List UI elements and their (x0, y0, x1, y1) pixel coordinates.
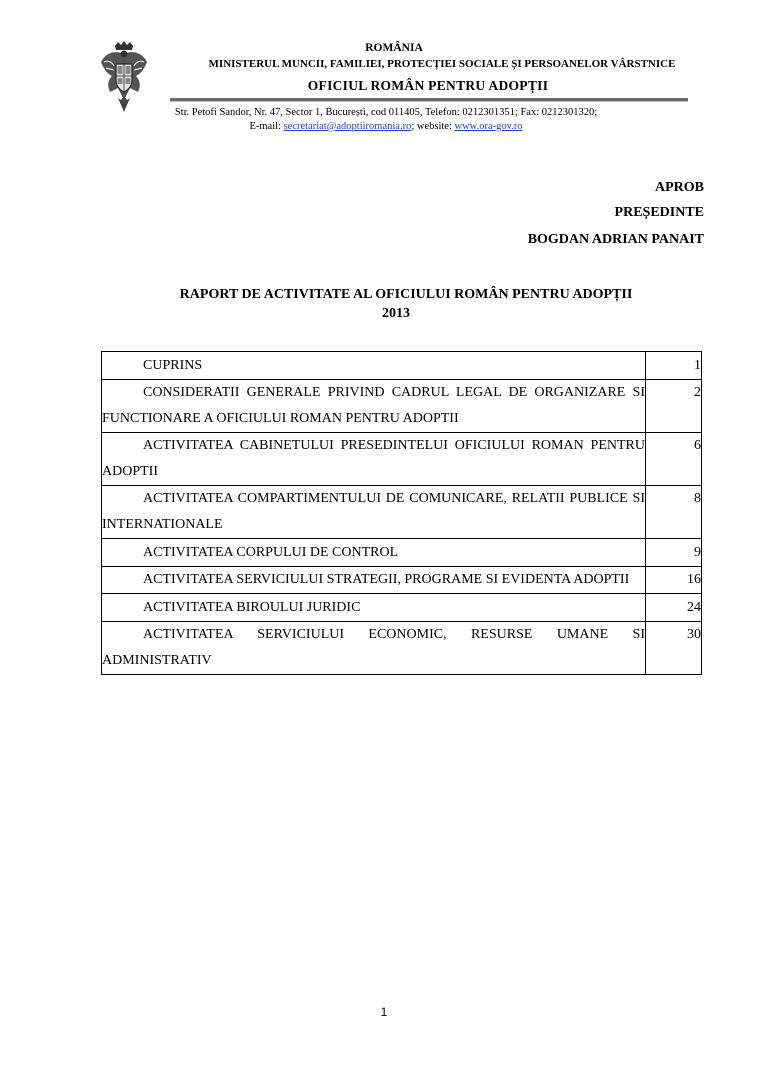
toc-row (102, 433, 702, 486)
approval-role: PREȘEDINTE (614, 205, 704, 220)
toc-entry-title: ACTIVITATEA CABINETULUI PRESEDINTELUI OFICIULUI ROMAN PENTRU ADOPTII (102, 438, 645, 479)
table-of-contents (101, 351, 702, 675)
toc-entry-page: 2 (646, 380, 702, 433)
toc-entry-title: CUPRINS (143, 358, 203, 373)
toc-row (102, 352, 702, 380)
toc-row (102, 594, 702, 622)
toc-row (102, 380, 702, 433)
toc-entry-title: ACTIVITATEA BIROULUI JURIDIC (143, 600, 361, 615)
header-divider (170, 98, 688, 102)
toc-entry-page: 6 (646, 433, 702, 486)
approval-heading: APROB (655, 180, 704, 195)
toc-row (102, 622, 702, 675)
toc-entry-title: ACTIVITATEA CORPULUI DE CONTROL (143, 545, 399, 560)
toc-entry-page: 30 (646, 622, 702, 675)
toc-entry-page: 16 (646, 567, 702, 594)
toc-entry-page: 1 (646, 352, 702, 380)
toc-entry-page: 24 (646, 594, 702, 622)
approval-signatory: BOGDAN ADRIAN PANAIT (527, 232, 704, 247)
email-label: E-mail: (249, 121, 284, 132)
report-title: RAPORT DE ACTIVITATE AL OFICIULUI ROMÂN PENTRU ADOPȚII (179, 287, 633, 302)
website-label: ; website: (411, 121, 455, 132)
toc-entry-page: 9 (646, 539, 702, 567)
toc-row (102, 539, 702, 567)
report-year: 2013 (382, 306, 410, 321)
toc-entry-title: ACTIVITATEA SERVICIULUI ECONOMIC, RESURSE UMANE SI ADMINISTRATIV (102, 627, 645, 668)
country-name: ROMÂNIA (365, 42, 423, 54)
toc-entry-title: ACTIVITATEA COMPARTIMENTULUI DE COMUNICARE, RELATII PUBLICE SI INTERNATIONALE (102, 491, 645, 532)
toc-row (102, 486, 702, 539)
toc-row (102, 567, 702, 594)
office-address: Str. Petofi Sandor, Nr. 47, Sector 1, București, cod 011405, Telefon: 0212301351; Fax: 0212301320; (174, 107, 598, 118)
website-link[interactable]: www.ora-gov.ro (454, 121, 523, 132)
email-link[interactable]: secretariat@adoptiiromania.ro (283, 121, 412, 132)
toc-entry-title: ACTIVITATEA SERVICIULUI STRATEGII, PROGRAME SI EVIDENTA ADOPTII (143, 572, 630, 587)
toc-entry-title: CONSIDERATII GENERALE PRIVIND CADRUL LEGAL DE ORGANIZARE SI FUNCTIONARE A OFICIULUI ROMAN PENTRU ADOPTII (102, 385, 645, 426)
contact-line (2, 121, 768, 132)
page-number: 1 (380, 1005, 388, 1019)
ministry-name: MINISTERUL MUNCII, FAMILIEI, PROTECȚIEI SOCIALE ȘI PERSOANELOR VÂRSTNICE (208, 58, 676, 70)
toc-entry-page: 8 (646, 486, 702, 539)
office-name: OFICIUL ROMÂN PENTRU ADOPȚII (307, 78, 549, 93)
